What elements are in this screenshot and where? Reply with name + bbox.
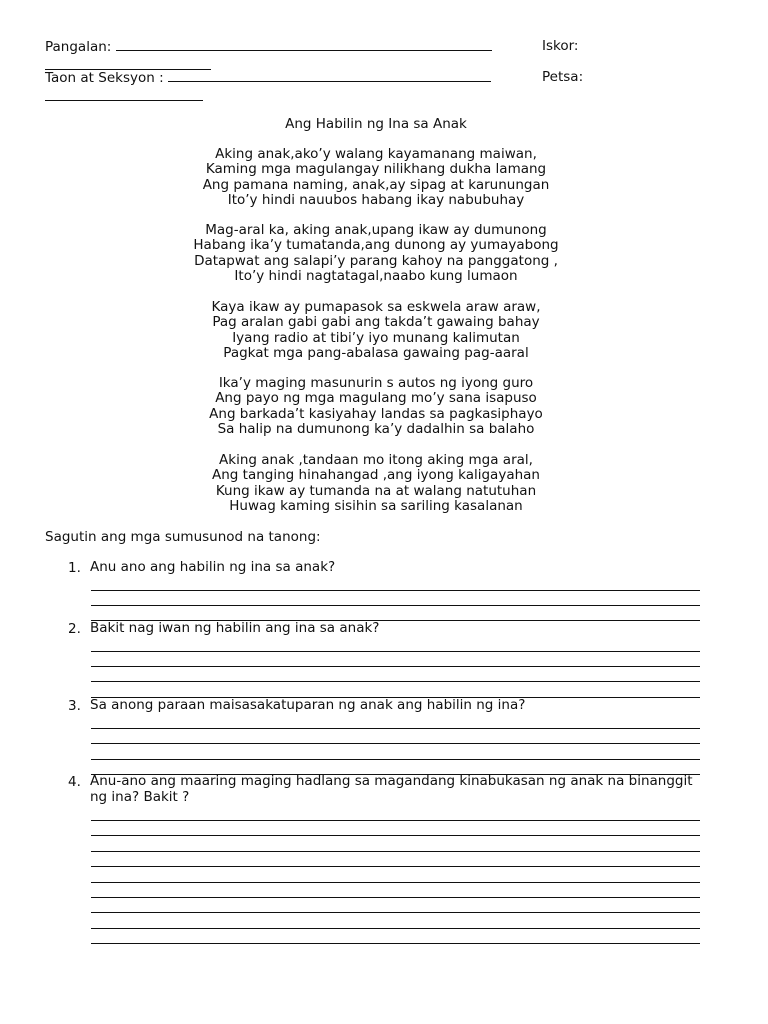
poem-line: Aking anak ,tandaan mo itong aking mga aral, — [219, 452, 533, 468]
answer-line[interactable] — [91, 912, 700, 913]
answer-line[interactable] — [91, 928, 700, 929]
date-label: Petsa: — [542, 69, 584, 85]
name-label: Pangalan: — [45, 39, 112, 55]
poem-line: Ang payo ng mga magulang mo’y sana isapuso — [215, 390, 537, 407]
poem-line: Aking anak,ako’y walang kayamanang maiwan, — [215, 146, 537, 162]
poem-line: Huwag kaming sisihin sa sariling kasalanan — [229, 497, 523, 514]
answer-line[interactable] — [91, 866, 700, 867]
answer-line[interactable] — [91, 943, 700, 944]
poem-line: Ito’y hindi nauubos habang ikay nabubuhay — [227, 191, 525, 208]
answer-line[interactable] — [91, 882, 700, 883]
question-number: 4. — [68, 774, 81, 790]
question-text: Bakit nag iwan ng habilin ang ina sa anak? — [90, 620, 380, 636]
answer-line[interactable] — [91, 605, 700, 606]
poem-line: Ito’y hindi nagtatagal,naabo kung lumaon — [234, 267, 518, 284]
stanza-2 — [0, 223, 752, 284]
answer-line[interactable] — [91, 728, 700, 729]
date-field-line[interactable] — [45, 99, 203, 101]
poem-line: Ika’y maging masunurin s autos ng iyong guro — [218, 375, 534, 391]
poem-line: Pagkat mga pang-abalasa gawaing pag-aaral — [223, 344, 529, 361]
stanza-4 — [0, 376, 752, 437]
poem-line: Ang barkada’t kasiyahay landas sa pagkasiphayo — [209, 405, 543, 422]
instruction-text: Sagutin ang mga sumusunod na tanong: — [45, 529, 321, 545]
poem-line: Pag aralan gabi gabi ang takda’t gawaing bahay — [212, 314, 540, 331]
answer-line[interactable] — [91, 897, 700, 898]
question-text: Anu-ano ang maaring maging hadlang sa magandang kinabukasan ng anak na binanggit ng ina? Bakit ? — [90, 773, 693, 805]
poem-line: Kaya ikaw ay pumapasok sa eskwela araw araw, — [211, 299, 541, 315]
poem-line: Mag-aral ka, aking anak,upang ikaw ay dumunong — [205, 222, 547, 238]
poem-line: Kaming mga magulangay nilikhang dukha lamang — [205, 161, 547, 178]
name-row — [45, 38, 492, 55]
question-number: 1. — [68, 560, 81, 576]
section-field-line[interactable] — [168, 69, 491, 82]
question-text: Sa anong paraan maisasakatuparan ng anak ang habilin ng ina? — [90, 697, 526, 713]
score-label: Iskor: — [542, 38, 579, 54]
section-row — [45, 69, 491, 86]
answer-line[interactable] — [91, 666, 700, 667]
stanza-3 — [0, 300, 752, 361]
answer-line[interactable] — [91, 820, 700, 821]
answer-line[interactable] — [91, 759, 700, 760]
question-number: 2. — [68, 621, 81, 637]
answer-line[interactable] — [91, 651, 700, 652]
question-number: 3. — [68, 698, 81, 714]
poem-line: Ang pamana naming, anak,ay sipag at karunungan — [202, 176, 550, 193]
poem-line: Habang ika’y tumatanda,ang dunong ay yumayabong — [193, 237, 559, 254]
section-label: Taon at Seksyon : — [45, 70, 164, 86]
poem-line: Iyang radio at tibi’y iyo munang kalimutan — [232, 329, 520, 346]
name-field-line[interactable] — [116, 38, 492, 51]
question-text: Anu ano ang habilin ng ina sa anak? — [90, 559, 336, 575]
poem-line: Ang tanging hinahangad ,ang iyong kaligayahan — [212, 467, 540, 484]
answer-line[interactable] — [91, 743, 700, 744]
stanza-5 — [0, 453, 752, 514]
answer-line[interactable] — [91, 590, 700, 591]
poem-line: Datapwat ang salapi’y parang kahoy na panggatong , — [194, 252, 558, 269]
answer-line[interactable] — [91, 681, 700, 682]
answer-line[interactable] — [91, 835, 700, 836]
poem-line: Sa halip na dumunong ka’y dadalhin sa balaho — [217, 420, 535, 437]
answer-line[interactable] — [91, 851, 700, 852]
poem-title: Ang Habilin ng Ina sa Anak — [285, 116, 467, 132]
poem-line: Kung ikaw ay tumanda na at walang natutuhan — [215, 482, 537, 499]
stanza-1 — [0, 147, 752, 208]
